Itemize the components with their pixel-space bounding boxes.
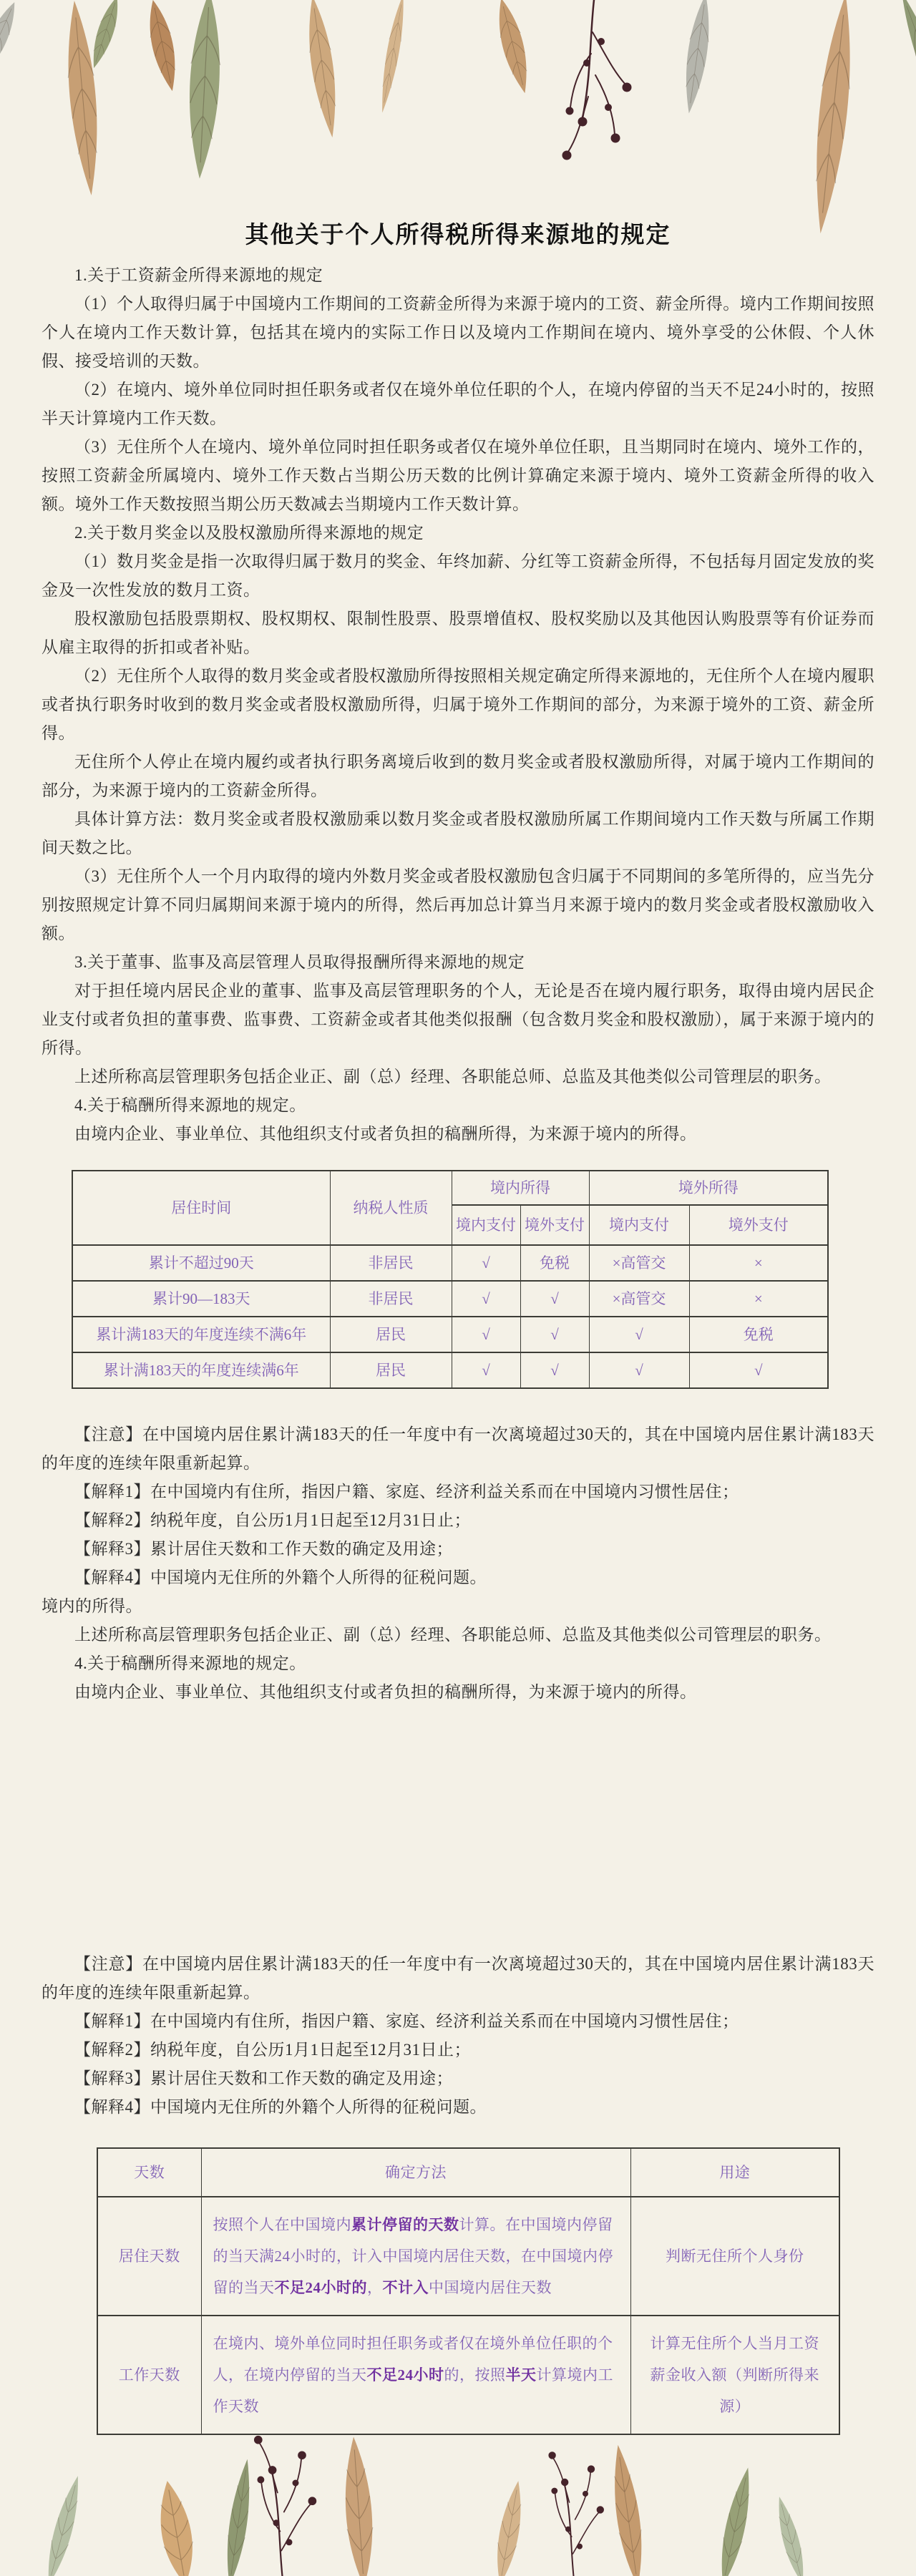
days-definition-table	[97, 2147, 840, 2435]
table-cell: √	[452, 1281, 520, 1317]
header-days: 天数	[97, 2148, 201, 2197]
paragraph: 3.关于董事、监事及高层管理人员取得报酬所得来源地的规定	[74, 953, 525, 971]
header-residence-time: 居住时间	[72, 1171, 330, 1245]
table-cell: ×	[689, 1245, 828, 1281]
document-body	[42, 261, 874, 2435]
leaf-decoration	[341, 2436, 377, 2576]
subheader-paid-foreign: 境外支付	[520, 1205, 589, 1245]
paragraph: （2）无住所个人取得的数月奖金或者股权激励所得按照相关规定确定所得来源地的，无住所个人在境内履职或者执行职务时收到的数月奖金或者股权激励所得，归属于境外工作期间的部分，为来源于境外的工资、薪金所得。	[42, 667, 874, 742]
paragraph: （2）在境内、境外单位同时担任职务或者仅在境外单位任职的个人，在境内停留的当天不足24小时的，按照半天计算境内工作天数。	[42, 381, 874, 427]
paragraph: 2.关于数月奖金以及股权激励所得来源地的规定	[74, 524, 424, 542]
table-cell: 在境内、境外单位同时担任职务或者仅在境外单位任职的个人，在境内停留的当天不足24小时的，按照半天计算境内工作天数	[201, 2316, 630, 2434]
header-foreign-income: 境外所得	[589, 1171, 828, 1205]
table-cell: 累计满183天的年度连续不满6年	[72, 1317, 330, 1352]
table-cell: 居民	[330, 1317, 452, 1352]
table-header-row	[97, 2148, 839, 2197]
note-explanation-1: 【解释1】在中国境内有住所，指因户籍、家庭、经济利益关系而在中国境内习惯性居住；	[74, 2012, 739, 2030]
table-cell: √	[689, 1352, 828, 1388]
paragraph: 4.关于稿酬所得来源地的规定。	[74, 1096, 306, 1114]
leaf-decoration	[221, 2458, 256, 2576]
header-taxpayer-type: 纳税人性质	[330, 1171, 452, 1245]
paragraph: 1.关于工资薪金所得来源地的规定	[74, 266, 323, 284]
table-cell: 按照个人在中国境内累计停留的天数计算。在中国境内停留的当天满24小时的，计入中国境内居住天数，在中国境内停留的当天不足24小时的，不计入中国境内居住天数	[201, 2197, 630, 2316]
table-cell: ×高管交	[589, 1281, 689, 1317]
table-cell: √	[452, 1245, 520, 1281]
paragraph: （1）个人取得归属于中国境内工作期间的工资薪金所得为来源于境内的工资、薪金所得。境内工作期间按照个人在境内工作天数计算，包括其在境内的实际工作日以及境内工作期间在境内、境外享受的公休假、个人休假、接受培训的天数。	[42, 295, 874, 370]
header-method: 确定方法	[201, 2148, 630, 2197]
table-cell: 判断无住所个人身份	[630, 2197, 839, 2316]
note-explanation-1: 【解释1】在中国境内有住所，指因户籍、家庭、经济利益关系而在中国境内习惯性居住；	[74, 1483, 739, 1501]
note-attention: 【注意】在中国境内居住累计满183天的任一年度中有一次离境超过30天的，其在中国境内居住累计满183天的年度的连续年限重新起算。	[42, 1425, 874, 1472]
table-cell: 工作天数	[97, 2316, 201, 2434]
table-cell: 非居民	[330, 1245, 452, 1281]
paragraph: 境内的所得。	[42, 1597, 142, 1615]
leaf-decoration	[713, 2466, 757, 2576]
paragraph: 无住所个人停止在境内履约或者执行职务离境后收到的数月奖金或者股权激励所得，对属于境内工作期间的部分，为来源于境内的工资薪金所得。	[42, 753, 874, 799]
note-explanation-3: 【解释3】累计居住天数和工作天数的确定及用途；	[74, 2069, 453, 2087]
table-row	[72, 1281, 828, 1317]
table-cell: √	[520, 1352, 589, 1388]
note-attention: 【注意】在中国境内居住累计满183天的任一年度中有一次离境超过30天的，其在中国境内居住累计满183天的年度的连续年限重新起算。	[42, 1955, 874, 2001]
table-cell: 免税	[520, 1245, 589, 1281]
table-cell: √	[520, 1281, 589, 1317]
table-cell: √	[589, 1352, 689, 1388]
paragraph: 4.关于稿酬所得来源地的规定。	[74, 1654, 306, 1672]
paragraph: 上述所称高层管理职务包括企业正、副（总）经理、各职能总师、总监及其他类似公司管理层的职务。	[74, 1626, 832, 1644]
note-explanation-3: 【解释3】累计居住天数和工作天数的确定及用途；	[74, 1540, 453, 1558]
table-row	[72, 1245, 828, 1281]
residence-income-source-table	[72, 1170, 829, 1389]
note-explanation-2: 【解释2】纳税年度，自公历1月1日起至12月31日止；	[74, 2041, 471, 2059]
page-title: 其他关于个人所得税所得来源地的规定	[245, 223, 671, 248]
table-cell: 免税	[689, 1317, 828, 1352]
table-cell: ×高管交	[589, 1245, 689, 1281]
paragraph: （1）数月奖金是指一次取得归属于数月的奖金、年终加薪、分红等工资薪金所得，不包括每月固定发放的奖金及一次性发放的数月工资。	[42, 552, 874, 599]
note-explanation-4: 【解释4】中国境内无住所的外籍个人所得的征税问题。	[74, 1568, 487, 1586]
table-row	[72, 1352, 828, 1388]
table-row	[97, 2197, 839, 2316]
table-cell: 非居民	[330, 1281, 452, 1317]
note-explanation-4: 【解释4】中国境内无住所的外籍个人所得的征税问题。	[74, 2098, 487, 2116]
table-row	[97, 2316, 839, 2434]
header-domestic-income: 境内所得	[452, 1171, 589, 1205]
table-cell: √	[520, 1317, 589, 1352]
table-cell: √	[452, 1352, 520, 1388]
table-cell: √	[452, 1317, 520, 1352]
table-cell: 累计满183天的年度连续满6年	[72, 1352, 330, 1388]
leaf-decoration	[607, 2444, 649, 2576]
note-explanation-2: 【解释2】纳税年度，自公历1月1日起至12月31日止；	[74, 1511, 471, 1529]
paragraph: 由境内企业、事业单位、其他组织支付或者负担的稿酬所得，为来源于境内的所得。	[74, 1125, 697, 1143]
paragraph: 由境内企业、事业单位、其他组织支付或者负担的稿酬所得，为来源于境内的所得。	[74, 1683, 697, 1701]
table-cell: 累计90—183天	[72, 1281, 330, 1317]
table-cell: 计算无住所个人当月工资薪金收入额（判断所得来源）	[630, 2316, 839, 2434]
leaf-decoration	[40, 2474, 86, 2576]
subheader-paid-domestic: 境内支付	[589, 1205, 689, 1245]
paragraph: 具体计算方法：数月奖金或者股权激励乘以数月奖金或者股权激励所属工作期间境内工作天数与所属工作期间天数之比。	[42, 810, 874, 857]
leaf-decoration	[491, 2479, 528, 2576]
table-row	[72, 1317, 828, 1352]
table-header-row	[72, 1171, 828, 1205]
blank-gap	[42, 1707, 874, 1950]
paragraph: 上述所称高层管理职务包括企业正、副（总）经理、各职能总师、总监及其他类似公司管理层的职务。	[74, 1068, 832, 1085]
leaf-decoration	[153, 2479, 200, 2576]
header-usage: 用途	[630, 2148, 839, 2197]
berry-sprig-decoration	[254, 2436, 316, 2576]
table-cell: 居民	[330, 1352, 452, 1388]
paragraph: 股权激励包括股票期权、股权期权、限制性股票、股票增值权、股权奖励以及其他因认购股票等有价证券而从雇主取得的折扣或者补贴。	[42, 610, 874, 656]
paragraph: （3）无住所个人在境内、境外单位同时担任职务或者仅在境外单位任职，且当期同时在境内、境外工作的，按照工资薪金所属境内、境外工作天数占当期公历天数的比例计算确定来源于境内、境外工资薪金所得的收入额。境外工作天数按照当期公历天数减去当期境内工作天数计算。	[42, 438, 874, 513]
table-cell: 累计不超过90天	[72, 1245, 330, 1281]
subheader-paid-foreign: 境外支付	[689, 1205, 828, 1245]
paragraph: （3）无住所个人一个月内取得的境内外数月奖金或者股权激励包含归属于不同期间的多笔所得的，应当先分别按照规定计算不同归属期间来源于境内的所得，然后再加总计算当月来源于境内的数月奖金或者股权激励收入额。	[42, 867, 874, 942]
table-cell: ×	[689, 1281, 828, 1317]
table-cell: 居住天数	[97, 2197, 201, 2316]
berry-sprig-decoration	[549, 2452, 604, 2576]
paragraph: 对于担任境内居民企业的董事、监事及高层管理职务的个人，无论是否在境内履行职务，取得由境内居民企业支付或者负担的董事费、监事费、工资薪金或者其他类似报酬（包含数月奖金和股权激励），属于来源于境内的所得。	[42, 982, 874, 1057]
leaf-decoration	[771, 2494, 809, 2576]
subheader-paid-domestic: 境内支付	[452, 1205, 520, 1245]
table-cell: √	[589, 1317, 689, 1352]
